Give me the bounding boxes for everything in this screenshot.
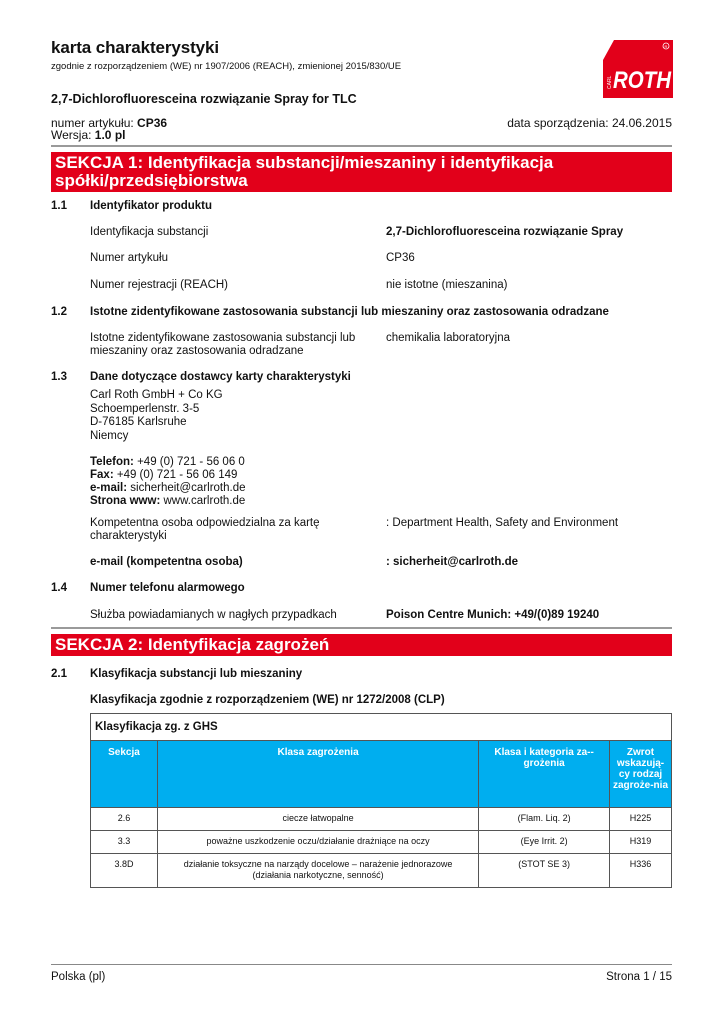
roth-logo — [600, 38, 675, 100]
address-line: Carl Roth GmbH + Co KG — [90, 389, 223, 401]
competent-person-value: : Department Health, Safety and Environment — [386, 517, 619, 529]
roth-logo-icon — [600, 38, 675, 100]
ghs-classification-table — [90, 713, 672, 888]
email-label: e-mail: — [90, 482, 128, 494]
section-1-title-line1: SEKCJA 1: Identyfikacja substancji/mieszaniny i identyfikacja — [55, 153, 554, 172]
fax-label: Fax: — [90, 469, 114, 481]
field-label: Służba powiadamianych w nagłych przypadkach — [90, 609, 337, 621]
field-label-line: charakterystyki — [90, 530, 167, 542]
subsection-subheading: Klasyfikacja zgodnie z rozporządzeniem (WE) nr 1272/2008 (CLP) — [90, 694, 445, 706]
cell-category: (STOT SE 3) — [479, 854, 610, 888]
document-title: karta charakterystyki — [51, 38, 220, 57]
competent-email-value[interactable]: : sicherheit@carlroth.de — [386, 556, 518, 568]
field-label: Numer artykułu — [90, 252, 168, 264]
field-label-line: Kompetentna osoba odpowiedzialna za kartę — [90, 517, 320, 529]
subsection-heading: Numer telefonu alarmowego — [90, 582, 245, 594]
document-subtitle: zgodnie z rozporządzeniem (WE) nr 1907/2006 (REACH), zmienionej 2015/830/UE — [51, 61, 402, 72]
web-link[interactable]: www.carlroth.de — [163, 495, 246, 507]
competent-email-label: e-mail (kompetentna osoba) — [90, 556, 243, 568]
cell-category: (Flam. Liq. 2) — [479, 808, 610, 831]
address-line: Schoemperlenstr. 3-5 — [90, 402, 200, 415]
section-2-title: SEKCJA 2: Identyfikacja zagrożeń — [55, 635, 330, 654]
footer-divider — [51, 964, 672, 965]
table-caption-row — [91, 714, 672, 741]
section-1-title-line2: spółki/przedsiębiorstwa — [55, 171, 248, 190]
subsection-heading: Identyfikator produktu — [90, 200, 213, 212]
cell-hazard-class: poważne uszkodzenie oczu/działanie drażniące na oczy — [157, 831, 478, 854]
subsection-number: 1.1 — [51, 200, 67, 212]
field-label: Numer rejestracji (REACH) — [90, 279, 229, 291]
phone-value: +49 (0) 721 - 56 06 0 — [137, 456, 245, 468]
fax-line — [90, 469, 246, 482]
column-header: Zwrot wskazują-cy rodzaj zagroże-nia — [610, 741, 672, 808]
footer-language: Polska (pl) — [51, 971, 106, 983]
cell-section: 3.3 — [91, 831, 158, 854]
address-line: D-76185 Karlsruhe — [90, 416, 187, 428]
field-value: CP36 — [386, 252, 415, 264]
column-header: Klasa i kategoria za-grożenia — [479, 741, 610, 808]
cell-statement: H319 — [610, 831, 672, 854]
cell-hazard-class: działanie toksyczne na narządy docelowe – narażenie jednorazowe (działania narkotyczne, senność) — [157, 854, 478, 888]
cell-hazard-class: ciecze łatwopalne — [157, 808, 478, 831]
phone-label: Telefon: — [90, 456, 134, 468]
version-value: 1.0 pl — [94, 128, 126, 142]
field-label-line: Istotne zidentyfikowane zastosowania substancji lub — [90, 332, 356, 344]
section-2-header — [51, 634, 672, 656]
phone-line — [90, 456, 246, 469]
emergency-phone-value: Poison Centre Munich: +49/(0)89 19240 — [386, 609, 600, 621]
page-number: Strona 1 / 15 — [606, 971, 672, 983]
subsection-heading: Klasyfikacja substancji lub mieszaniny — [90, 668, 303, 680]
section-divider — [51, 145, 672, 147]
email-link[interactable]: sicherheit@carlroth.de — [130, 482, 246, 494]
field-label-line: mieszaniny oraz zastosowania odradzane — [90, 345, 304, 357]
version — [51, 129, 125, 142]
supplier-contact — [90, 456, 246, 508]
cell-section: 2.6 — [91, 808, 158, 831]
subsection-number: 1.4 — [51, 582, 67, 594]
table-header-row — [91, 741, 672, 808]
svg-text:CARL: CARL — [607, 75, 613, 89]
table-row — [91, 808, 672, 831]
column-header: Sekcja — [91, 741, 158, 808]
product-name: 2,7-Dichlorofluoresceina rozwiązanie Spray for TLC — [51, 92, 357, 106]
subsection-heading: Dane dotyczące dostawcy karty charakterystyki — [90, 371, 351, 383]
section-1-header — [51, 152, 672, 192]
version-label: Wersja: — [51, 128, 92, 142]
table-row — [91, 831, 672, 854]
date-value: 24.06.2015 — [611, 116, 672, 130]
cell-statement: H336 — [610, 854, 672, 888]
table-caption: Klasyfikacja zg. z GHS — [91, 714, 672, 741]
article-value: CP36 — [137, 116, 168, 130]
subsection-number: 1.3 — [51, 371, 67, 383]
email-line — [90, 482, 246, 495]
article-label: numer artykułu: — [51, 116, 134, 130]
field-label — [90, 332, 355, 358]
competent-person-label — [90, 517, 320, 543]
svg-text:R: R — [664, 44, 668, 49]
subsection-number: 2.1 — [51, 668, 67, 680]
svg-text:ROTH: ROTH — [613, 67, 672, 94]
subsection-heading: Istotne zidentyfikowane zastosowania substancji lub mieszaniny oraz zastosowania odradzane — [90, 306, 609, 318]
cell-statement: H225 — [610, 808, 672, 831]
field-value: 2,7-Dichlorofluoresceina rozwiązanie Spray — [386, 226, 624, 238]
section-divider — [51, 627, 672, 629]
issue-date — [507, 117, 672, 130]
field-label: Identyfikacja substancji — [90, 226, 209, 238]
web-label: Strona www: — [90, 495, 161, 507]
table-row — [91, 854, 672, 888]
cell-section: 3.8D — [91, 854, 158, 888]
subsection-number: 1.2 — [51, 306, 67, 318]
address-line: Niemcy — [90, 429, 129, 442]
field-value: chemikalia laboratoryjna — [386, 332, 511, 344]
field-value: nie istotne (mieszanina) — [386, 279, 508, 291]
web-line — [90, 495, 246, 508]
date-label: data sporządzenia: — [507, 116, 609, 130]
column-header: Klasa zagrożenia — [157, 741, 478, 808]
supplier-address — [90, 389, 223, 443]
fax-value: +49 (0) 721 - 56 06 149 — [116, 469, 238, 481]
cell-category: (Eye Irrit. 2) — [479, 831, 610, 854]
